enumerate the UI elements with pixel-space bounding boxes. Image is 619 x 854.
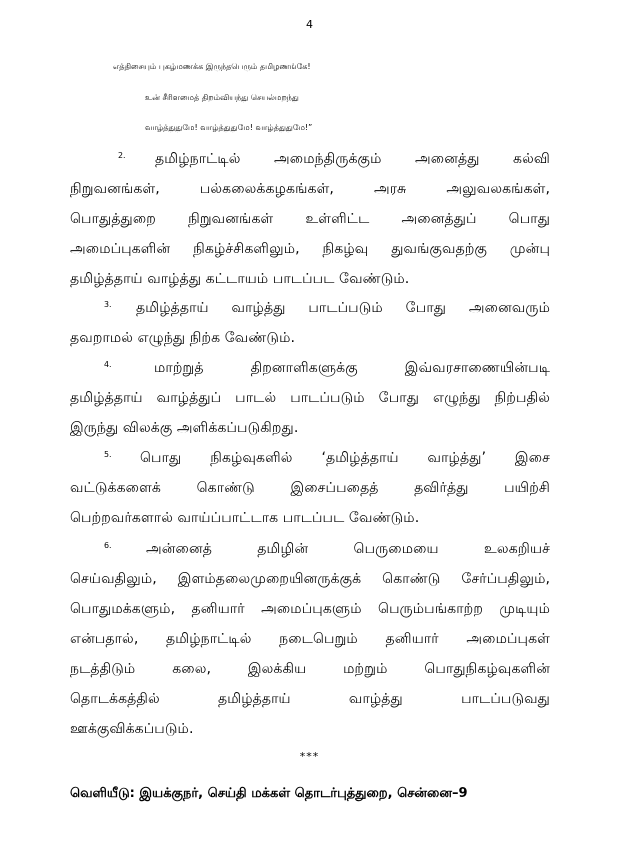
paragraph-line: அமைப்புகளின் நிகழ்ச்சிகளிலும், நிகழ்வு துவங்குவதற்கு முன்பு — [70, 241, 550, 257]
verse-line: உன் சீரிளமைத் திறம்வியந்து செயல்மறந்து — [145, 93, 299, 102]
publisher-footer: வெளியீடு: இயக்குநர், செய்தி மக்கள் தொடர்புத்துறை, சென்னை–9 — [70, 786, 468, 801]
paragraph-line: என்பதால், தமிழ்நாட்டில் நடைபெறும் தனியார் அமைப்புகள் — [70, 631, 550, 647]
paragraph-line: பொது நிகழ்வுகளில் ‘தமிழ்த்தாய் வாழ்த்து’ இசை — [140, 450, 550, 466]
section-separator: *** — [299, 750, 320, 763]
paragraph-line: அன்னைத் தமிழின் பெருமையை உலகறியச் — [146, 541, 550, 557]
paragraph-line: நடத்திடும் கலை, இலக்கிய மற்றும் பொதுநிகழ்வுகளின் — [70, 661, 550, 677]
paragraph-line: பெற்றவர்களால் வாய்ப்பாட்டாக பாடப்பட வேண்டும். — [70, 510, 420, 526]
paragraph-number: 3. — [104, 300, 112, 309]
paragraph-line: செய்வதிலும், இளம்தலைமுறையினருக்குக் கொண்டு சேர்ப்பதிலும், — [70, 571, 550, 587]
paragraph-line: இருந்து விலக்கு அளிக்கப்படுகிறது. — [70, 420, 299, 436]
paragraph-line: பொதுமக்களும், தனியார் அமைப்புகளும் பெரும்பங்காற்ற முடியும் — [70, 601, 550, 617]
paragraph-line: நிறுவனங்கள், பல்கலைக்கழகங்கள், அரசு அலுவலகங்கள், — [70, 181, 550, 197]
paragraph-number: 4. — [104, 360, 112, 369]
paragraph-line: தமிழ்நாட்டில் அமைந்திருக்கும் அனைத்து கல்வி — [155, 151, 550, 167]
verse-line: வாழ்த்துதுமே! வாழ்த்துதுமே! வாழ்த்துதுமே!” — [145, 123, 313, 132]
paragraph-line: மாற்றுத் திறனாளிகளுக்கு இவ்வரசாணையின்படி — [154, 360, 550, 376]
paragraph-number: 6. — [104, 541, 112, 550]
paragraph-line: தொடக்கத்தில் தமிழ்த்தாய் வாழ்த்து பாடப்படுவது — [70, 691, 550, 707]
paragraph-line: வட்டுக்களைக் கொண்டு இசைப்பதைத் தவிர்த்து பயிற்சி — [70, 480, 550, 496]
paragraph-line: தமிழ்த்தாய் வாழ்த்துப் பாடல் பாடப்படும் போது எழுந்து நிற்பதில் — [70, 390, 550, 406]
paragraph-line: பொதுத்துறை நிறுவனங்கள் உள்ளிட்ட அனைத்துப் பொது — [70, 211, 550, 227]
paragraph-line: தவறாமல் எழுந்து நிற்க வேண்டும். — [70, 330, 296, 346]
paragraph-line: தமிழ்த்தாய் வாழ்த்து பாடப்படும் போது அனைவரும் — [136, 300, 550, 316]
verse-line: எத்திசையும் புகழ்மணக்க இருந்தபெரும் தமிழணங்கே! — [113, 62, 311, 71]
paragraph-line: ஊக்குவிக்கப்படும். — [70, 721, 194, 737]
paragraph-number: 5. — [104, 450, 112, 459]
page-number: 4 — [306, 18, 313, 31]
paragraph-line: தமிழ்த்தாய் வாழ்த்து கட்டாயம் பாடப்பட வேண்டும். — [70, 271, 410, 287]
paragraph-number: 2. — [118, 151, 126, 160]
